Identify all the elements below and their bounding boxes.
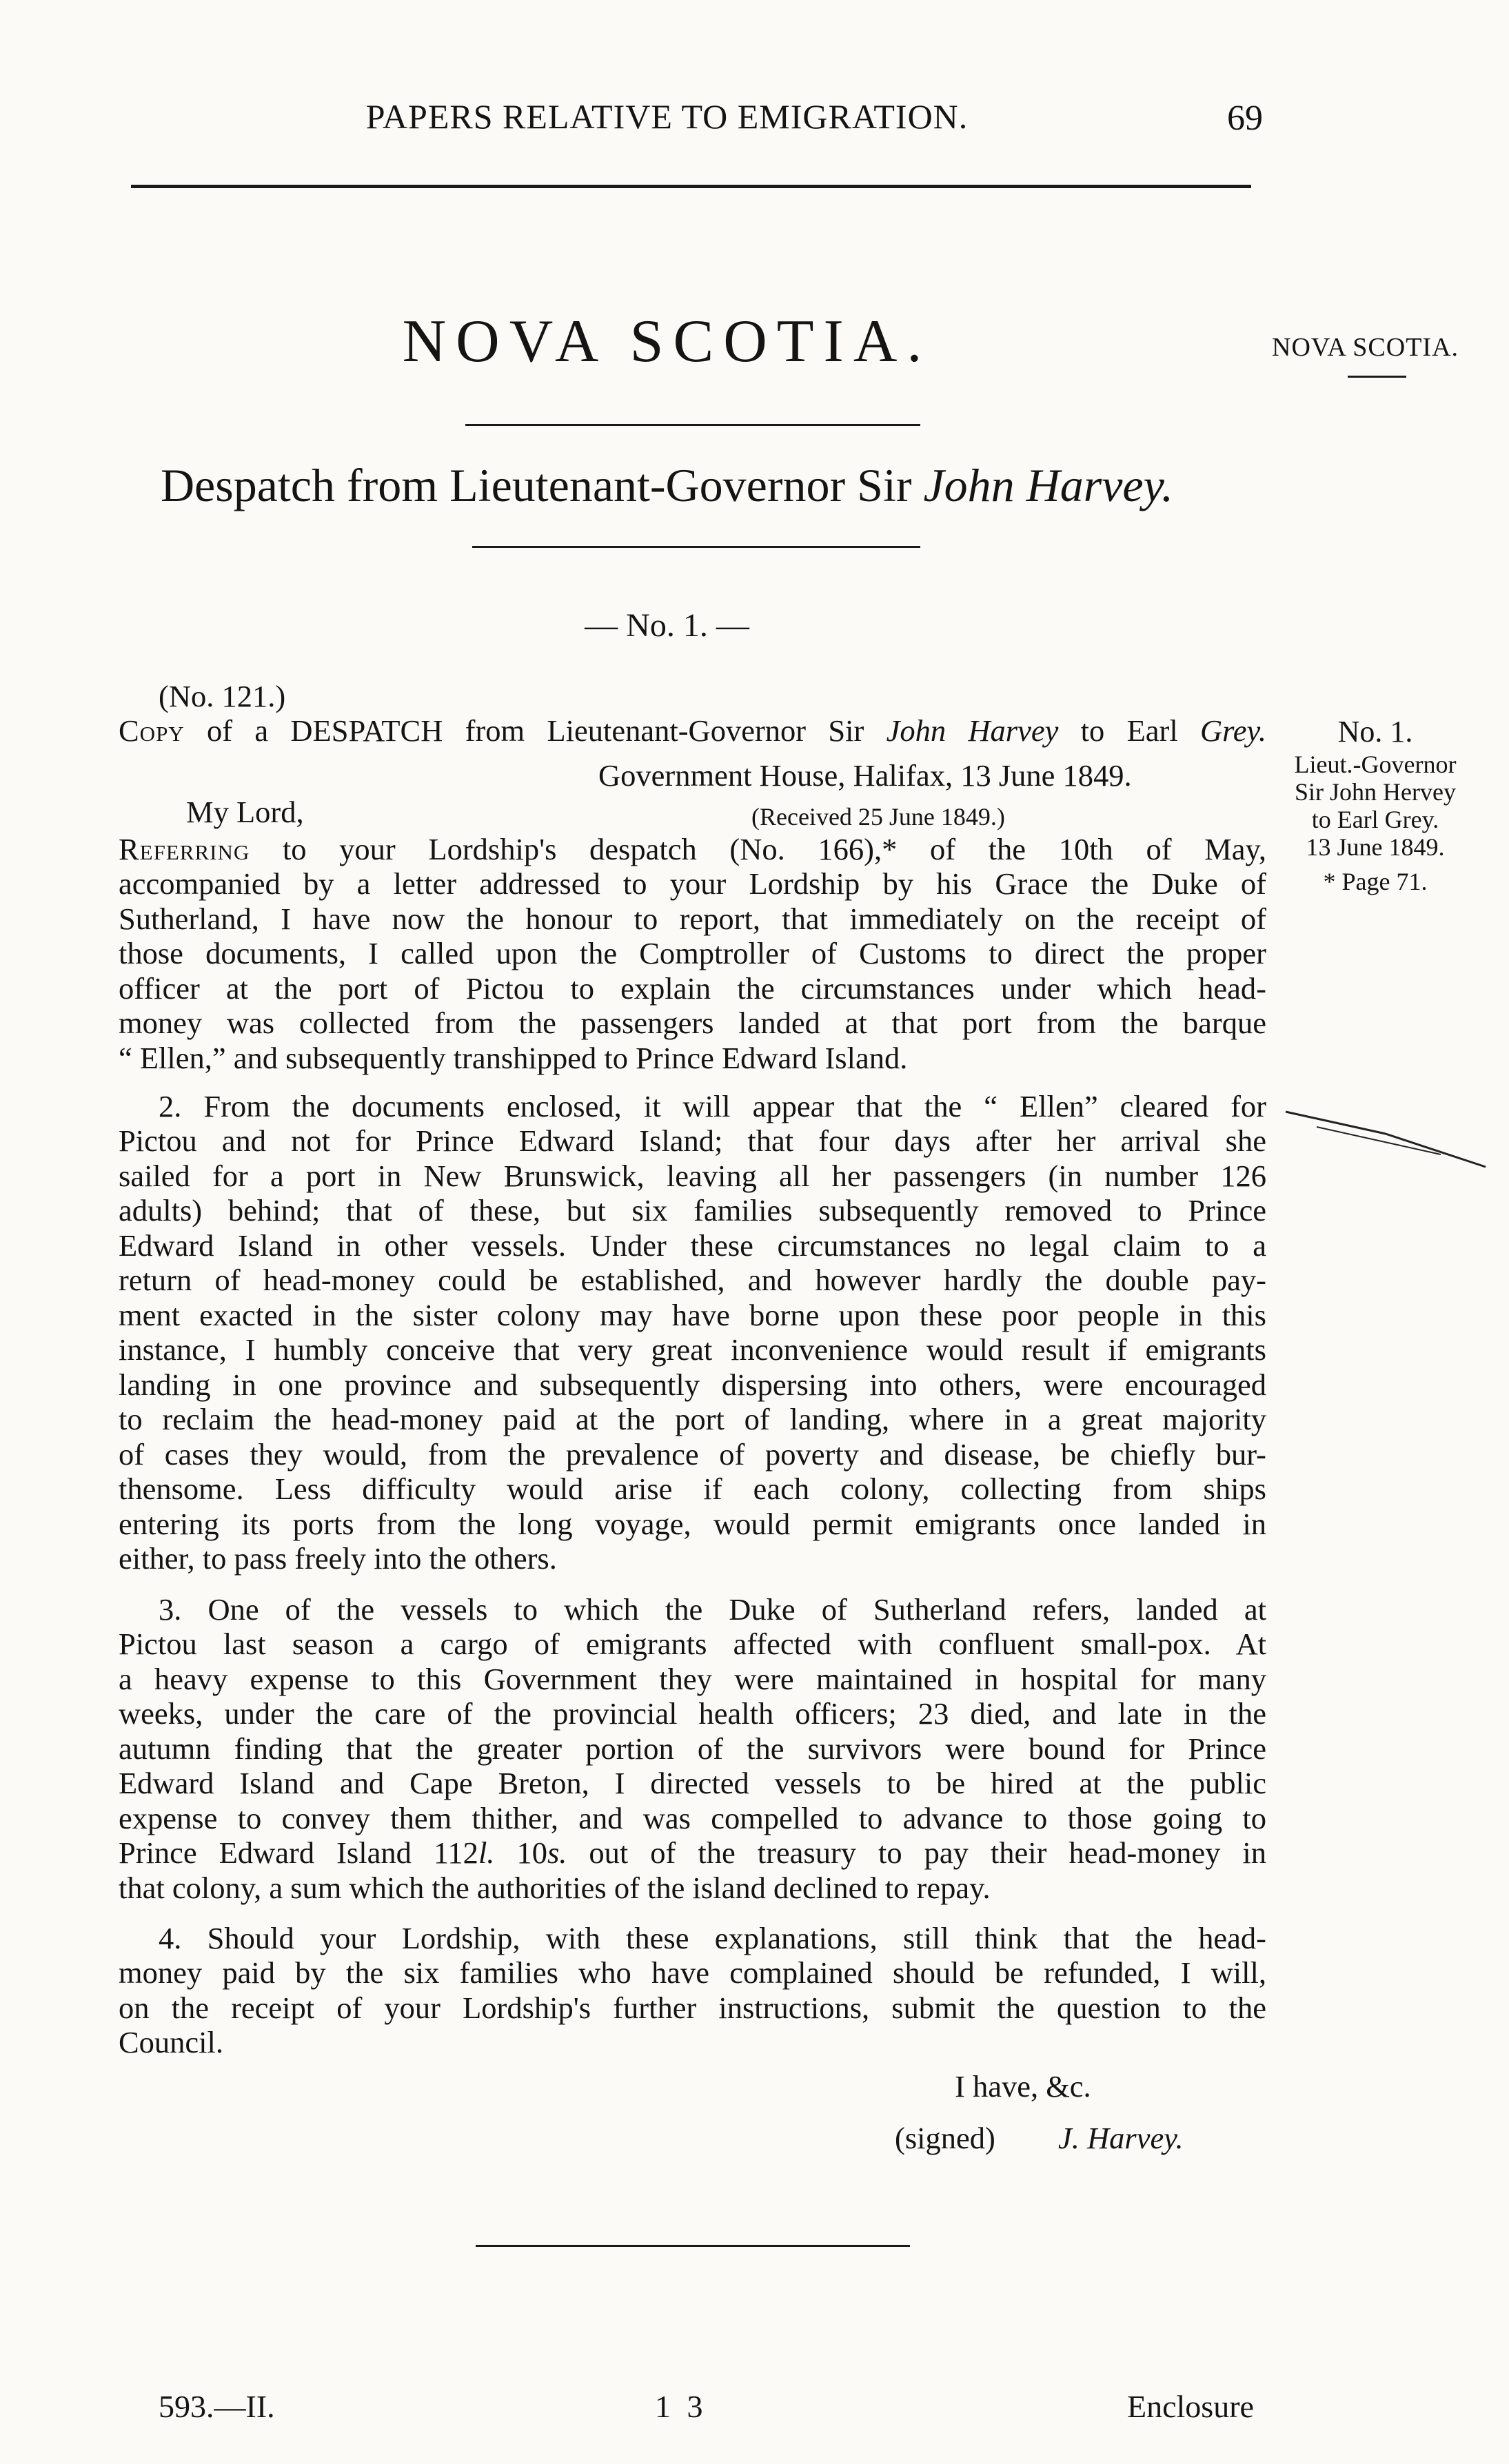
margin-note-page-ref: * Page 71. — [1323, 868, 1428, 895]
margin-heading: NOVA SCOTIA. — [1272, 333, 1459, 362]
paragraph-3-line: Edward Island and Cape Breton, I directed vessels to be hired at the public — [119, 1766, 1266, 1800]
paragraph-3-line: expense to convey them thither, and was compelled to advance to those going to — [119, 1801, 1266, 1835]
footer-right: Enclosure — [1127, 2389, 1254, 2424]
despatch-subtitle — [0, 458, 1334, 513]
salutation: My Lord, — [186, 795, 304, 829]
paragraph-2-line: thensome. Less difficulty would arise if each colony, collecting from ships — [119, 1472, 1266, 1506]
paragraph-3-line: a heavy expense to this Government they were maintained in hospital for many — [119, 1662, 1266, 1696]
paragraph-1-line: money was collected from the passengers landed at that port from the barque — [119, 1006, 1266, 1040]
subtitle-name: John Harvey. — [923, 459, 1174, 511]
paragraph-2-line: either, to pass freely into the others. — [119, 1541, 557, 1576]
received-date: (Received 25 June 1849.) — [751, 803, 1005, 831]
paragraph-1-line: those documents, I called upon the Comptroller of Customs to direct the proper — [119, 936, 1266, 970]
dateline: Government House, Halifax, 13 June 1849. — [598, 758, 1132, 793]
margin-note-line: to Earl Grey. — [1311, 806, 1439, 833]
margin-note-line: Sir John Hervey — [1295, 778, 1456, 806]
footer-center: 1 3 — [655, 2389, 707, 2424]
paragraph-1-line: Sutherland, I have now the honour to report, that immediately on the receipt of — [119, 902, 1266, 936]
paragraph-2-line: adults) behind; that of these, but six families subsequently removed to Prince — [119, 1193, 1266, 1228]
margin-note-line: Lieut.-Governor — [1294, 751, 1457, 778]
paragraph-4-line: 4. Should your Lordship, with these explanations, still think that the head- — [159, 1921, 1266, 1955]
margin-note-number: No. 1. — [1337, 715, 1413, 749]
margin-note-line: 13 June 1849. — [1306, 833, 1445, 861]
paragraph-1-line: Referring to your Lordship's despatch (No. 166),* of the 10th of May, — [119, 832, 1266, 866]
paragraph-2-line: Edward Island in other vessels. Under these circumstances no legal claim to a — [119, 1228, 1266, 1263]
paragraph-2-line: 2. From the documents enclosed, it will appear that the “ Ellen” cleared for — [159, 1089, 1266, 1123]
footer-left: 593.—II. — [159, 2389, 275, 2424]
paragraph-2-line: landing in one province and subsequently dispersing into others, were encouraged — [119, 1367, 1266, 1402]
paragraph-3-line: weeks, under the care of the provincial health officers; 23 died, and late in the — [119, 1696, 1266, 1731]
copy-word: Copy — [119, 713, 185, 748]
paragraph-2-line: entering its ports from the long voyage, would permit emigrants once landed in — [119, 1507, 1266, 1541]
paragraph-3-line: Prince Edward Island 112l. 10s. out of the treasury to pay their head-money in — [119, 1835, 1266, 1870]
signed-label: (signed) — [895, 2121, 995, 2155]
paragraph-4-line: on the receipt of your Lordship's further instructions, submit the question to the — [119, 1990, 1266, 2025]
paragraph-1-line: “ Ellen,” and subsequently transhipped to Prince Edward Island. — [119, 1041, 908, 1075]
paragraph-4-line: Council. — [119, 2025, 224, 2059]
paragraph-2-line: ment exacted in the sister colony may have borne upon these poor people in this — [119, 1298, 1266, 1332]
sender-name: John Harvey — [886, 713, 1059, 748]
margin-bracket-mark — [1282, 1099, 1489, 1175]
margin-note — [1272, 713, 1479, 895]
copy-line: Copy of a DESPATCH from Lieutenant-Governor Sir John Harvey to Earl Grey. — [119, 713, 1266, 748]
first-word: Referring — [119, 832, 250, 866]
recipient-name: Grey. — [1200, 713, 1266, 748]
signature: J. Harvey. — [1058, 2121, 1184, 2155]
paragraph-2-line: to reclaim the head-money paid at the port of landing, where in a great majority — [119, 1402, 1266, 1436]
paragraph-3-line: autumn finding that the greater portion of the survivors were bound for Prince — [119, 1731, 1266, 1766]
subtitle-rule — [472, 546, 920, 548]
header-rule — [131, 185, 1251, 188]
paragraph-2-line: instance, I humbly conceive that very great inconvenience would result if emigrants — [119, 1332, 1266, 1367]
paragraph-2-line: sailed for a port in New Brunswick, leaving all her passengers (in number 126 — [119, 1159, 1266, 1193]
margin-heading-rule — [1348, 376, 1406, 378]
paragraph-1-line: accompanied by a letter addressed to your Lordship by his Grace the Duke of — [119, 866, 1266, 901]
closing: I have, &c. — [955, 2069, 1091, 2104]
main-title: NOVA SCOTIA. — [402, 308, 932, 375]
paragraph-2-line: Pictou and not for Prince Edward Island; that four days after her arrival she — [119, 1123, 1266, 1158]
subtitle-prefix: Despatch from Lieutenant-Governor Sir — [160, 459, 924, 511]
section-number: — No. 1. — — [585, 607, 749, 644]
closing-rule — [476, 2245, 910, 2247]
paragraph-1-line: officer at the port of Pictou to explain the circumstances under which head- — [119, 971, 1266, 1006]
running-header-title: PAPERS RELATIVE TO EMIGRATION. — [365, 97, 969, 136]
paragraph-2-line: return of head-money could be established, and however hardly the double pay- — [119, 1263, 1266, 1297]
page-number: 69 — [1227, 99, 1263, 138]
paragraph-2-line: of cases they would, from the prevalence of poverty and disease, be chiefly bur- — [119, 1437, 1266, 1472]
paragraph-3-line: Pictou last season a cargo of emigrants affected with confluent small-pox. At — [119, 1627, 1266, 1661]
despatch-reference: (No. 121.) — [159, 679, 286, 713]
title-rule — [465, 424, 920, 426]
paragraph-3-line: 3. One of the vessels to which the Duke of Sutherland refers, landed at — [159, 1592, 1266, 1627]
paragraph-4-line: money paid by the six families who have complained should be refunded, I will, — [119, 1955, 1266, 1990]
paragraph-3-line: that colony, a sum which the authorities of the island declined to repay. — [119, 1871, 991, 1905]
despatch-word: DESPATCH — [290, 713, 443, 748]
